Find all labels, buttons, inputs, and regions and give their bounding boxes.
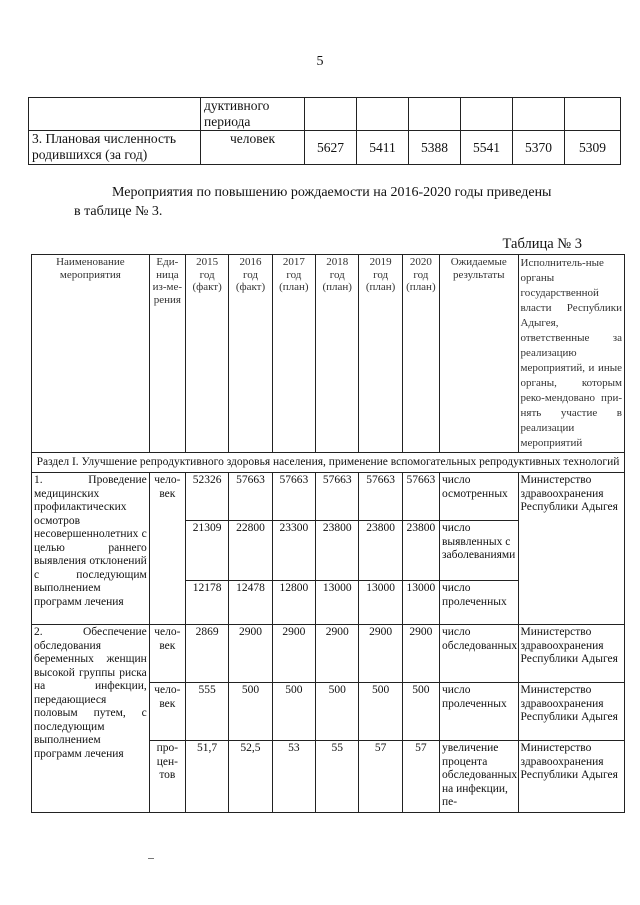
value-cell: 2900 [229,625,272,683]
value-cell: 52326 [185,473,228,521]
table-cell: 5411 [357,131,409,165]
value-cell: 22800 [229,521,272,581]
value-cell: 23800 [402,521,439,581]
value-cell: 2900 [402,625,439,683]
header-2017: 2017 год (план) [272,255,315,453]
table-cell [357,98,409,131]
table-cell: 5541 [461,131,513,165]
table-cell: 5388 [409,131,461,165]
value-cell: 53 [272,741,315,813]
section-title: Раздел I. Улучшение репродуктивного здоровья населения, применение вспомогательных репродуктивных технологий [32,453,625,473]
value-cell: 57 [402,741,439,813]
value-cell: 555 [185,683,228,741]
value-cell: 57663 [229,473,272,521]
value-cell: 500 [359,683,402,741]
expected-result: число выявленных с заболеваниями [439,521,518,581]
value-cell: 12478 [229,581,272,625]
value-cell: 57663 [402,473,439,521]
executor-cell: Министерство здравоохранения Республики Адыгея [518,473,625,625]
table-cell: человек [201,131,305,165]
unit-cell: чело-век [149,625,185,683]
value-cell: 2900 [272,625,315,683]
header-unit: Еди-ница из-ме-рения [149,255,185,453]
table-row [32,625,625,683]
value-cell: 57663 [272,473,315,521]
table-cell: 5627 [305,131,357,165]
executor-cell: Министерство здравоохранения Республики Адыгея [518,683,625,741]
table-cell: 5309 [565,131,621,165]
value-cell: 2900 [359,625,402,683]
unit-cell: чело-век [149,683,185,741]
value-cell: 500 [402,683,439,741]
value-cell: 500 [229,683,272,741]
table-cell [305,98,357,131]
value-cell: 13000 [402,581,439,625]
section-row [32,453,625,473]
header-2015: 2015 год (факт) [185,255,228,453]
value-cell: 500 [272,683,315,741]
header-2019: 2019 год (план) [359,255,402,453]
table-cell [461,98,513,131]
table-cell [409,98,461,131]
value-cell: 51,7 [185,741,228,813]
value-cell: 13000 [316,581,359,625]
value-cell: 57663 [316,473,359,521]
unit-cell: про-цен-тов [149,741,185,813]
expected-result: увеличение процента обследованных на инфекции, пе- [439,741,518,813]
scan-mark [148,858,154,859]
expected-result: число осмотренных [439,473,518,521]
table-caption: Таблица № 3 [502,236,582,252]
executor-cell: Министерство здравоохранения Республики Адыгея [518,625,625,683]
header-2020: 2020 год (план) [402,255,439,453]
table-cell [513,98,565,131]
table-cell: 5370 [513,131,565,165]
value-cell: 23800 [316,521,359,581]
table-row [29,98,621,131]
table-header-row [32,255,625,453]
table-row [32,473,625,521]
unit-cell: чело-век [149,473,185,625]
value-cell: 21309 [185,521,228,581]
value-cell: 55 [316,741,359,813]
measures-table [31,254,625,813]
expected-result: число обследованных [439,625,518,683]
executor-cell: Министерство здравоохранения Республики Адыгея [518,741,625,813]
value-cell: 2900 [316,625,359,683]
header-expected: Ожидаемые результаты [439,255,518,453]
value-cell: 52,5 [229,741,272,813]
value-cell: 57663 [359,473,402,521]
expected-result: число пролеченных [439,581,518,625]
header-name: Наименование мероприятия [32,255,150,453]
value-cell: 500 [316,683,359,741]
value-cell: 12178 [185,581,228,625]
value-cell: 23800 [359,521,402,581]
page-number: 5 [316,54,324,69]
header-2016: 2016 год (факт) [229,255,272,453]
table-cell: 3. Плановая численность родившихся (за год) [29,131,201,165]
paragraph-line: в таблице № 3. [74,204,163,219]
body-paragraph [30,183,615,221]
table-row [29,131,621,165]
header-executors: Исполнитель-ные органы государственной власти Республики Адыгея, ответственные за реализацию мероприятий, и иные органы, которым реко-мендовано при-нять участие в реализации мероприятий [518,255,625,453]
value-cell: 23300 [272,521,315,581]
header-2018: 2018 год (план) [316,255,359,453]
table-cell [565,98,621,131]
value-cell: 57 [359,741,402,813]
value-cell: 13000 [359,581,402,625]
value-cell: 12800 [272,581,315,625]
expected-result: число пролеченных [439,683,518,741]
paragraph-line: Мероприятия по повышению рождаемости на 2016-2020 годы приведены [112,185,552,200]
table-cell [29,98,201,131]
measure-name: 2. Обеспечение обследования беременных женщин высокой группы риска на инфекции, передающиеся половым путем, с последующим выполнением программ лечения [32,625,150,813]
value-cell: 2869 [185,625,228,683]
continued-table [28,97,621,165]
table-cell: дуктивного периода [201,98,305,131]
measure-name: 1. Проведение медицинских профилактических осмотров несовершеннолетних с целью раннего выявления отклонений с последующим выполнением программ лечения [32,473,150,625]
